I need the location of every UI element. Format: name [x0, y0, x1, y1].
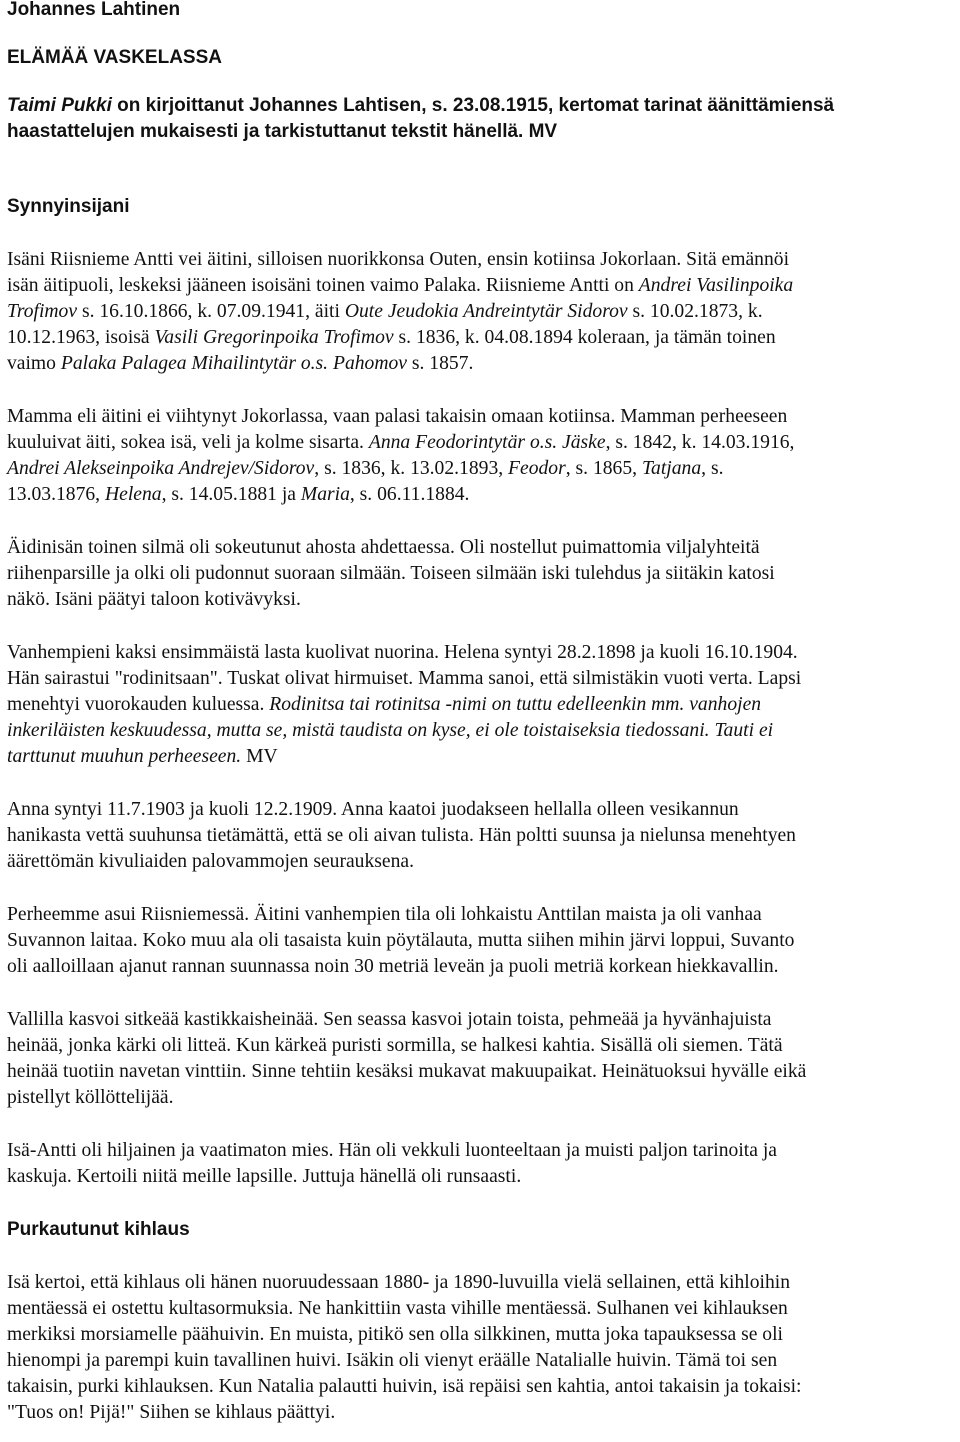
- paragraph: [7, 902, 955, 980]
- intro-line-1-text: on kirjoittanut Johannes Lahtisen, s. 23.08.1915, kertomat tarinat äänittämiensä: [111, 95, 835, 116]
- text-line: Suvannon laitaa. Koko muu ala oli tasaista kuin pöytälauta, mutta siihen mihin järvi loppui, Suvanto: [7, 930, 795, 951]
- text-line: menehtyi vuorokauden kuluessa. Rodinitsa tai rotinitsa -nimi on tuttu edelleenkin mm. vanhojen: [7, 694, 762, 715]
- text-line: äärettömän kivuliaiden palovammojen seurauksena.: [7, 851, 414, 872]
- text-line: Mamma eli äitini ei viihtynyt Jokorlassa, vaan palasi takaisin omaan kotiinsa. Mamman perheeseen: [7, 406, 788, 427]
- text-line: inkeriläisten keskuudessa, mutta se, mistä taudista on kyse, ei ole toistaiseksia tiedossani. Tauti ei: [7, 720, 774, 741]
- text-line: heinää tuotiin navetan vinttiin. Sinne tehtiin kesäksi mukavat makuupaikat. Heinätuoksui hyvälle eikä: [7, 1061, 807, 1082]
- text-line: Hän sairastui "rodinitsaan". Tuskat olivat hirmuiset. Mamma sanoi, että silmistäkin vuoti verta. Lapsi: [7, 668, 802, 689]
- text-line: 10.12.1963, isoisä Vasili Gregorinpoika Trofimov s. 1836, k. 04.08.1894 koleraan, ja tämän toinen: [7, 327, 776, 348]
- text-line: riihenparsille ja olki oli pudonnut suoraan silmään. Toiseen silmään iski tulehdus ja siitäkin katosi: [7, 563, 775, 584]
- text-line: näkö. Isäni päätyi taloon kotivävyksi.: [7, 589, 301, 610]
- paragraph: [7, 404, 955, 508]
- text-line: Isäni Riisnieme Antti vei äitini, silloisen nuorikkonsa Outen, ensin kotiinsa Jokorlaan. Sitä emännöi: [7, 249, 790, 270]
- document-page: [7, 0, 955, 1426]
- text-line: kuuluivat äiti, sokea isä, veli ja kolme sisarta. Anna Feodorintytär o.s. Jäske, s. 1842, k. 14.03.1916,: [7, 432, 795, 453]
- text-line: 13.03.1876, Helena, s. 14.05.1881 ja Maria, s. 06.11.1884.: [7, 484, 470, 505]
- paragraph: [7, 640, 955, 770]
- author-name: Johannes Lahtinen: [7, 0, 181, 20]
- intro-note: [7, 93, 955, 145]
- text-line: merkiksi morsiamelle päähuivin. En muista, pitikö sen olla silkkinen, mutta joka tapauksessa se oli: [7, 1324, 783, 1345]
- text-line: pistellyt köllöttelijää.: [7, 1087, 174, 1108]
- text-line: "Tuos on! Pijä!" Siihen se kihlaus päättyi.: [7, 1402, 336, 1423]
- text-line: Anna syntyi 11.7.1903 ja kuoli 12.2.1909. Anna kaatoi juodakseen hellalla olleen vesikannun: [7, 799, 739, 820]
- intro-writer-name: Taimi Pukki: [7, 95, 112, 116]
- intro-line-1: [7, 93, 955, 119]
- text-line: Äidinisän toinen silmä oli sokeutunut ahosta ahdettaessa. Oli nostellut puimattomia viljalyhteitä: [7, 537, 760, 558]
- text-line: hanikasta vettä suuhunsa tietämättä, että se oli aivan tulista. Hän poltti suunsa ja nielunsa menehtyen: [7, 825, 796, 846]
- text-line: Andrei Alekseinpoika Andrejev/Sidorov, s. 1836, k. 13.02.1893, Feodor, s. 1865, Tatjana, s.: [7, 458, 724, 479]
- text-line: Trofimov s. 16.10.1866, k. 07.09.1941, äiti Oute Jeudokia Andreintytär Sidorov s. 10.02.1873, k.: [7, 301, 763, 322]
- paragraph: [7, 1007, 955, 1111]
- document-title: ELÄMÄÄ VASKELASSA: [7, 47, 222, 68]
- text-line: kaskuja. Kertoili niitä meille lapsille. Juttuja hänellä oli runsaasti.: [7, 1166, 522, 1187]
- paragraph: [7, 1138, 955, 1190]
- text-line: isän äitipuoli, leskeksi jääneen isoisäni toinen vaimo Palaka. Riisnieme Antti on Andrei Vasilinpoika: [7, 275, 794, 296]
- paragraph: [7, 247, 955, 377]
- text-line: Isä kertoi, että kihlaus oli hänen nuoruudessaan 1880- ja 1890-luvuilla vielä sellainen, että kihloihin: [7, 1272, 791, 1293]
- text-line: takaisin, purki kihlauksen. Kun Natalia palautti huivin, isä repäisi sen kahtia, antoi takaisin ja tokaisi:: [7, 1376, 802, 1397]
- text-line: hienompi ja parempi kuin tavallinen huivi. Isäkin oli vienyt eräälle Natalialle huivin. Tämä toi sen: [7, 1350, 778, 1371]
- paragraph: [7, 535, 955, 613]
- intro-line-2: haastattelujen mukaisesti ja tarkistuttanut tekstit hänellä. MV: [7, 121, 558, 142]
- text-line: Isä-Antti oli hiljainen ja vaatimaton mies. Hän oli vekkuli luonteeltaan ja muisti paljon tarinoita ja: [7, 1140, 777, 1161]
- text-line: tarttunut muuhun perheeseen. MV: [7, 746, 278, 767]
- paragraph: [7, 797, 955, 875]
- text-line: Vallilla kasvoi sitkeää kastikkaisheinää. Sen seassa kasvoi jotain toista, pehmeää ja hyvänhajuista: [7, 1009, 772, 1030]
- paragraph: [7, 1270, 955, 1426]
- text-line: vaimo Palaka Palagea Mihailintytär o.s. Pahomov s. 1857.: [7, 353, 474, 374]
- text-line: oli aalloillaan ajanut rannan suunnassa noin 30 metriä leveän ja puoli metriä korkean hiekkavallin.: [7, 956, 779, 977]
- section-heading-purkautunut-kihlaus: Purkautunut kihlaus: [7, 1219, 190, 1240]
- text-line: mentäessä ei ostettu kultasormuksia. Ne hankittiin vasta vihille mentäessä. Sulhanen vei kihlauksen: [7, 1298, 788, 1319]
- text-line: Perheemme asui Riisniemessä. Äitini vanhempien tila oli lohkaistu Anttilan maista ja oli vanhaa: [7, 904, 762, 925]
- section-heading-synnyinsijani: Synnyinsijani: [7, 196, 130, 217]
- text-line: Vanhempieni kaksi ensimmäistä lasta kuolivat nuorina. Helena syntyi 28.2.1898 ja kuoli 16.10.1904.: [7, 642, 798, 663]
- text-line: heinää, jonka kärki oli litteä. Kun kärkeä puristi sormilla, se halkesi kahtia. Sisällä oli siemen. Tätä: [7, 1035, 783, 1056]
